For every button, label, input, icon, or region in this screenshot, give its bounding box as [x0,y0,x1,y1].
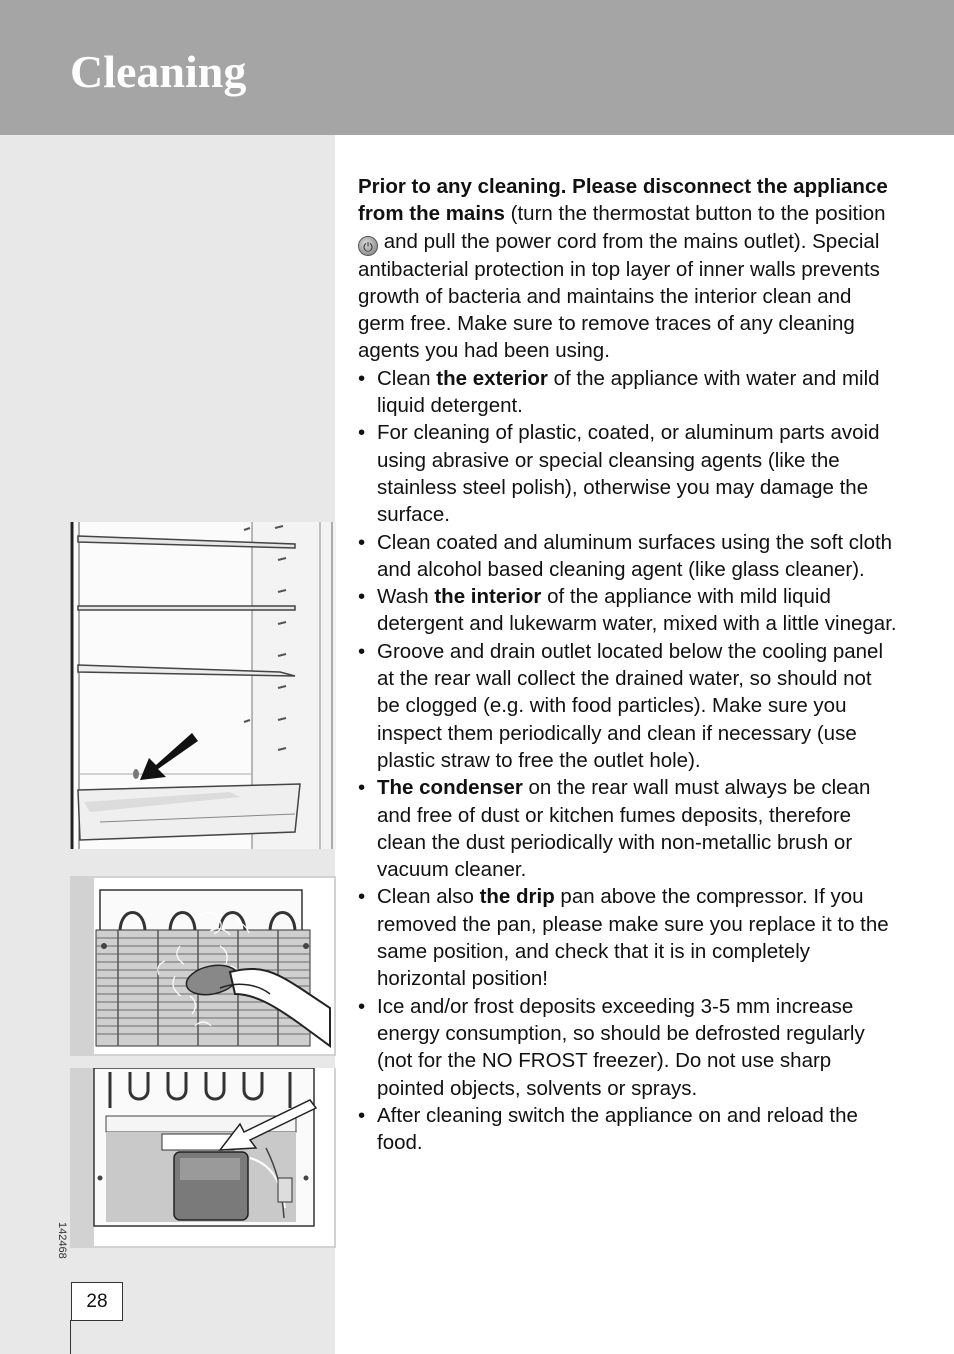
header-bar [0,0,954,135]
bullet-dot: • [358,421,366,445]
item-text: Clean [377,366,437,390]
item-text: of the appliance with water and mild liquid detergent. [377,366,880,418]
drip-pan-compressor-illustration [70,1068,336,1248]
list-item [358,419,898,528]
list-item [358,583,898,638]
instruction-list [358,365,898,1157]
bullet-dot: • [358,994,366,1018]
bullet-dot: • [358,639,366,663]
intro-warning: Prior to any cleaning. Please disconnect the appliance from the mains [358,175,888,226]
item-text: of the appliance with mild liquid detergent and lukewarm water, mixed with a little vinegar. [377,585,897,636]
item-text: on the rear wall must always be clean and free of dust or kitchen fumes deposits, therefore clean the dust periodically with non-metallic brush or vacuum cleaner. [377,776,871,882]
item-text: Clean also [377,885,480,909]
bullet-dot: • [358,1103,366,1127]
item-emphasis: the drip [479,885,555,909]
page-number: 28 [71,1282,123,1321]
list-item [358,774,898,883]
item-text: pan above the compressor. If you removed the pan, please make sure you replace it to the same position, and check that it is in completely horizontal position! [377,885,889,991]
list-item [358,638,898,774]
intro-text-b: and pull the power cord from the mains outlet). Special antibacterial protection in top layer of inner walls prevents growth of bacteria and maintains the interior clean and germ free. Make sure to remove traces of any cleaning agents you had been using. [358,229,880,363]
list-item [358,883,898,992]
cleaning-instructions [358,173,898,1156]
list-item [358,993,898,1102]
bullet-dot: • [358,366,366,390]
bullet-dot: • [358,885,366,909]
item-text: Clean coated and aluminum surfaces using the soft cloth and alcohol based cleaning agent (like glass cleaner). [377,530,893,581]
list-item [358,1102,898,1157]
item-emphasis: The condenser [377,776,523,800]
bullet-dot: • [358,530,366,554]
page-title: Cleaning [70,46,247,97]
item-text: After cleaning switch the appliance on and reload the food. [377,1103,858,1155]
item-emphasis: the exterior [436,366,548,390]
item-text: Ice and/or frost deposits exceeding 3-5 mm increase energy consumption, so should be defrosted regularly (not for the NO FROST freezer). Do not use sharp pointed objects, solvents or sprays. [377,994,865,1100]
fridge-interior-illustration [70,522,336,849]
condenser-cleaning-illustration [70,876,336,1056]
power-icon: ⏻ [358,236,378,256]
intro-text-a: (turn the thermostat button to the position [504,202,886,226]
item-text: Groove and drain outlet located below the cooling panel at the rear wall collect the drained water, so should not be clogged (e.g. with food particles). Make sure you inspect them periodically and clean if necessary (use plastic straw to free the outlet hole). [377,639,884,772]
bullet-dot: • [358,776,366,800]
item-text: For cleaning of plastic, coated, or aluminum parts avoid using abrasive or special cleansing agents (like the stainless steel polish), otherwise you may damage the surface. [377,421,880,527]
item-text: Wash [377,585,435,609]
page-margin-rule [70,1320,71,1354]
list-item [358,365,898,420]
list-item [358,529,898,584]
intro-paragraph [358,173,898,365]
item-emphasis: the interior [434,585,542,609]
bullet-dot: • [358,585,366,609]
